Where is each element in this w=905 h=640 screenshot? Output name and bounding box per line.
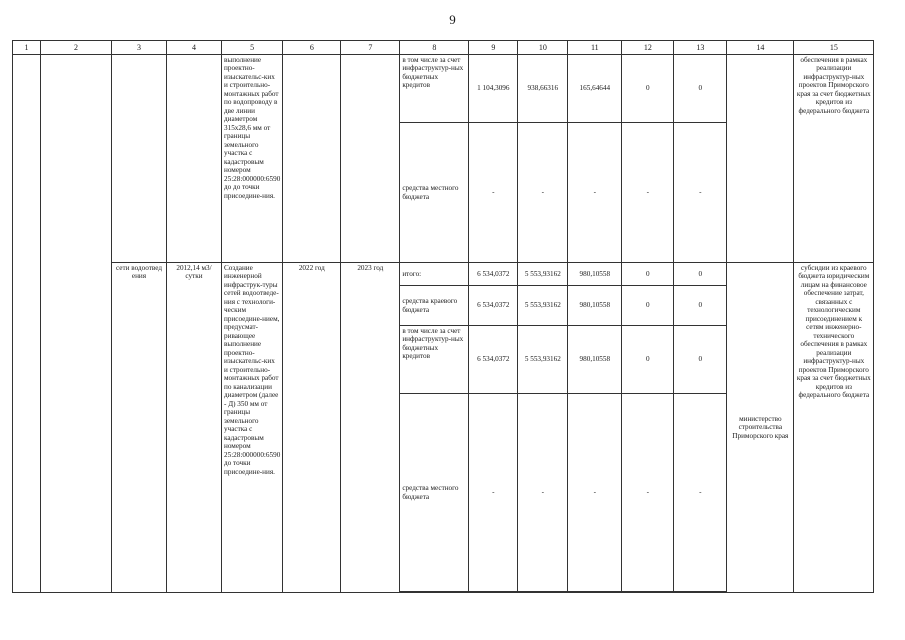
value-col12: 0 — [622, 263, 674, 286]
value-col13: 0 — [674, 263, 727, 286]
value-total: - — [469, 123, 518, 263]
value-col12: - — [622, 123, 674, 263]
cell-col3 — [112, 55, 167, 263]
funding-source: в том числе за счет инфраструктур-ных бюджетных кредитов — [400, 326, 469, 394]
cell-col4 — [167, 55, 222, 263]
col-header: 15 — [794, 41, 874, 55]
funding-source: итого: — [400, 263, 469, 286]
value-total: - — [469, 394, 518, 592]
filler-cell — [568, 592, 622, 593]
col-header: 14 — [727, 41, 794, 55]
value-col11: 980,10558 — [568, 286, 622, 326]
purpose-description: обеспечения в рамках реализации инфраструктур-ных проектов Приморского края за счет бюджетных кредитов из федерального бюджета — [794, 55, 874, 263]
funding-source: средства местного бюджета — [400, 123, 469, 263]
col-header: 9 — [469, 41, 518, 55]
col-header: 12 — [622, 41, 674, 55]
value-col10: 5 553,93162 — [518, 286, 568, 326]
object-description: выполнение проектно-изыскательс-ких и строительно-монтажных работ по водопроводу в две линии диаметром 315х28,6 мм от границы земельного участка с кадастровым номером 25:28:000000:6590 до до точки присоедине-ния. — [222, 55, 283, 263]
value-total: 6 534,0372 — [469, 263, 518, 286]
start-year: 2022 год — [283, 263, 341, 593]
col-header: 1 — [13, 41, 41, 55]
col-header: 4 — [167, 41, 222, 55]
value-col12: 0 — [622, 326, 674, 394]
filler-cell — [622, 592, 674, 593]
funding-source: в том числе за счет инфраструктур-ных бюджетных кредитов — [400, 55, 469, 123]
filler-cell — [469, 592, 518, 593]
program-table — [12, 40, 874, 593]
value-total: 6 534,0372 — [469, 286, 518, 326]
funding-source: средства краевого бюджета — [400, 286, 469, 326]
cell-col2 — [41, 55, 112, 593]
object-description: Создание инженерной инфраструк-туры сетей водоотведе-ния с технологи-ческим присоедине-нием, предусмат-ривающее выполнение проектно-изыскательс-ких и строительно-монтажных работ по канализации диаметром (далее - Д) 350 мм от границы земельного участка с кадастровым номером 25:28:000000:6590 до точки присоедине-ния. — [222, 263, 283, 593]
cell-col6 — [283, 55, 341, 263]
value-col10: - — [518, 123, 568, 263]
value-col11: - — [568, 123, 622, 263]
responsible-ministry: министерство строительства Приморского края — [727, 263, 794, 593]
col-header: 7 — [341, 41, 400, 55]
value-col11: 165,64644 — [568, 55, 622, 123]
table-row — [13, 55, 874, 123]
col-header: 8 — [400, 41, 469, 55]
value-col10: 5 553,93162 — [518, 263, 568, 286]
filler-cell — [518, 592, 568, 593]
col-header: 11 — [568, 41, 622, 55]
col-header: 2 — [41, 41, 112, 55]
value-col10: - — [518, 394, 568, 592]
purpose-description: субсидии из краевого бюджета юридическим лицам на финансовое обеспечение затрат, связанных с технологическим присоединением к сетям инженерно-технического обеспечения в рамках реализации инфраструктур-ных проектов Приморского края за счет бюджетных кредитов из федерального бюджета — [794, 263, 874, 593]
value-col12: 0 — [622, 55, 674, 123]
value-col11: 980,10558 — [568, 263, 622, 286]
value-col11: 980,10558 — [568, 326, 622, 394]
value-col11: - — [568, 394, 622, 592]
col-header: 5 — [222, 41, 283, 55]
filler-cell — [400, 592, 469, 593]
page-number: 9 — [449, 12, 456, 27]
funding-source: средства местного бюджета — [400, 394, 469, 592]
network-type: сети водоотвед ения — [112, 263, 167, 593]
value-total: 6 534,0372 — [469, 326, 518, 394]
end-year: 2023 год — [341, 263, 400, 593]
value-col10: 938,66316 — [518, 55, 568, 123]
value-col13: 0 — [674, 55, 727, 123]
value-col13: 0 — [674, 326, 727, 394]
col-header: 10 — [518, 41, 568, 55]
cell-col1 — [13, 55, 41, 593]
capacity: 2012,14 м3/сутки — [167, 263, 222, 593]
value-col10: 5 553,93162 — [518, 326, 568, 394]
value-col12: 0 — [622, 286, 674, 326]
cell-col14 — [727, 55, 794, 263]
value-col12: - — [622, 394, 674, 592]
col-header: 6 — [283, 41, 341, 55]
value-col13: - — [674, 394, 727, 592]
col-header: 3 — [112, 41, 167, 55]
col-header: 13 — [674, 41, 727, 55]
value-col13: 0 — [674, 286, 727, 326]
value-total: 1 104,3096 — [469, 55, 518, 123]
value-col13: - — [674, 123, 727, 263]
filler-cell — [674, 592, 727, 593]
column-number-row — [13, 41, 874, 55]
table-row — [13, 263, 874, 286]
cell-col7 — [341, 55, 400, 263]
